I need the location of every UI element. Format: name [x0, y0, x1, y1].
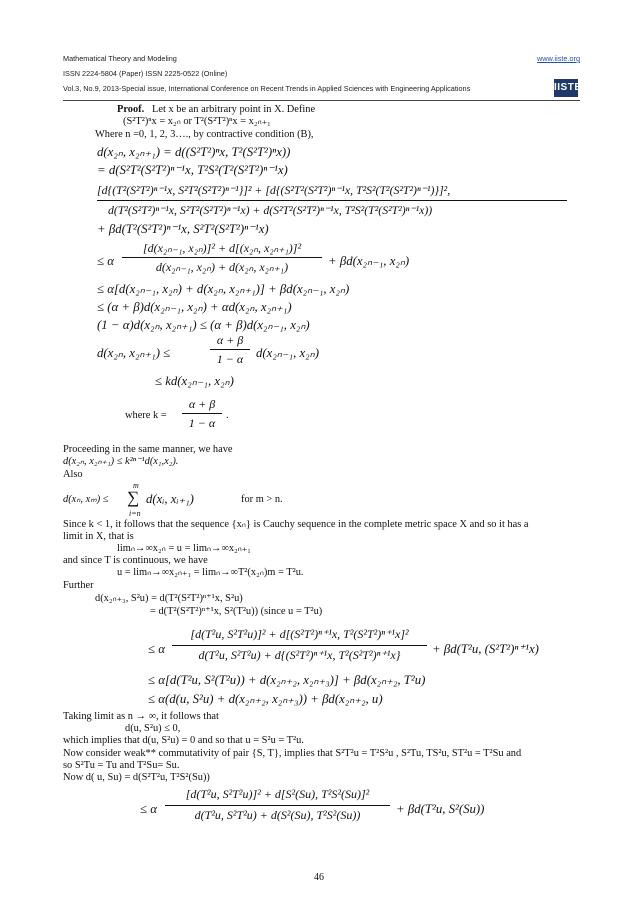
sum-condition: for m > n.: [241, 494, 283, 505]
equation-9-lead: d(x₂ₙ, x₂ₙ₊₁) ≤: [97, 346, 171, 360]
proof-intro: [117, 104, 315, 116]
g-denominator: d(T²u, S²T²u) + d(S²(Su), T²S²(Su)): [194, 808, 361, 822]
journal-title: Mathematical Theory and Modeling: [63, 54, 177, 63]
sum-upper-limit: m: [133, 481, 139, 490]
equation-8: (1 − α)d(x₂ₙ, x₂ₙ₊₁) ≤ (α + β)d(x₂ₙ₋₁, x₂ₙ): [97, 318, 310, 332]
since-t-text: and since T is continuous, we have: [63, 555, 208, 566]
g-lead: ≤ α: [140, 802, 157, 816]
sum-lower-limit: i=n: [129, 509, 141, 518]
equation-9-denominator: 1 − α: [216, 352, 244, 366]
also-text: Also: [63, 469, 83, 480]
equation-9-tail: d(x₂ₙ₋₁, x₂ₙ): [256, 346, 319, 360]
inequality-k-power: d(x₂ₙ, x₂ₙ₊₁) ≤ k²ⁿ⁻¹d(x₁,x₂).: [63, 456, 179, 467]
f2-line: ≤ α[d(T²u, S²(T²u)) + d(x₂ₙ₊₂, x₂ₙ₊₃)] + βd(x₂ₙ₊₂, T²u): [148, 673, 426, 687]
issn-line: ISSN 2224-5804 (Paper) ISSN 2225-0522 (Online): [63, 69, 228, 78]
g-tail: + βd(T²u, S²(Su)): [396, 802, 485, 816]
equation-5-lead: ≤ α: [97, 254, 114, 268]
journal-url-link[interactable]: www.iiste.org: [537, 54, 580, 63]
proceeding-text: Proceeding in the same manner, we have: [63, 444, 233, 455]
distance-line-1: d(x₂ₙ₊₃, S²u) = d(T²(S²T²)ⁿ⁺¹x, S²u): [95, 593, 243, 604]
equation-2: = d(S²T²(S²T²)ⁿ⁻¹x, T²S²(T²(S²T²)ⁿ⁻¹x): [97, 163, 288, 177]
further-text: Further: [63, 580, 94, 591]
limit-equation-2: u = limₙ→∞x₂ₙ₊₁ = limₙ→∞T²(x₂ₙ)m = T²u.: [117, 567, 304, 578]
limit-equation-1: limₙ→∞x₂ₙ = u = limₙ→∞x₂ₙ₊₁: [117, 543, 251, 554]
equation-6: ≤ α[d(x₂ₙ₋₁, x₂ₙ) + d(x₂ₙ, x₂ₙ₊₁)] + βd(x₂ₙ₋₁, x₂ₙ): [97, 282, 350, 296]
equation-5-numerator: [d(x₂ₙ₋₁, x₂ₙ)]² + d[(x₂ₙ, x₂ₙ₊₁)]²: [142, 241, 302, 255]
sequence-definition: (S²T²)ⁿx = x₂ₙ or T²(S²T²)ⁿx = x₂ₙ₊₁: [123, 116, 271, 127]
equation-10: ≤ kd(x₂ₙ₋₁, x₂ₙ): [155, 374, 234, 388]
equation-3-denominator: d(T²(S²T²)ⁿ⁻¹x, S²T²(S²T²)ⁿ⁻¹x) + d(S²T²(S²T²)ⁿ⁻¹x, T²S²(T²(S²T²)ⁿ⁻¹x)): [108, 203, 433, 217]
proof-text: Let x be an arbitrary point in X. Define: [152, 104, 316, 115]
f1-fraction-bar: [172, 645, 427, 646]
where-k-label: where k =: [125, 410, 167, 421]
f1-lead: ≤ α: [148, 642, 165, 656]
where-n-text: Where n =0, 1, 2, 3…., by contractive condition (B),: [95, 129, 314, 140]
f1-numerator: [d(T²u, S²T²u)]² + d[(S²T²)ⁿ⁺¹x, T²(S²T²)ⁿ⁺¹x]²: [190, 627, 409, 641]
equation-7: ≤ (α + β)d(x₂ₙ₋₁, x₂ₙ) + αd(x₂ₙ, x₂ₙ₊₁): [97, 300, 292, 314]
equation-4: + βd(T²(S²T²)ⁿ⁻¹x, S²T²(S²T²)ⁿ⁻¹x): [97, 222, 269, 236]
distance-line-2: = d(T²(S²T²)ⁿ⁺¹x, S²(T²u)) (since u = T²u): [150, 606, 323, 617]
page-number: 46: [314, 872, 324, 883]
g-fraction-bar: [165, 805, 390, 806]
now-d-text: Now d( u, Su) = d(S²T²u, T²S²(Su)): [63, 772, 210, 783]
f3-line: ≤ α(d(u, S²u) + d(x₂ₙ₊₂, x₂ₙ₊₃)) + βd(x₂ₙ₊₂, u): [148, 692, 383, 706]
implies-text: which implies that d(u, S²u) = 0 and so that u = S²u = T²u.: [63, 735, 304, 746]
equation-9-numerator: α + β: [216, 333, 244, 347]
f1-denominator: d(T²u, S²T²u) + d{(S²T²)ⁿ⁺¹x, T²(S²T²)ⁿ⁺¹x}: [198, 648, 401, 662]
equation-5-denominator: d(x₂ₙ₋₁, x₂ₙ) + d(x₂ₙ, x₂ₙ₊₁): [155, 260, 289, 274]
sum-symbol: ∑: [127, 488, 140, 507]
iiste-logo: IISTE: [554, 79, 578, 97]
equation-3-fraction-bar: [97, 200, 567, 201]
sum-lead: d(xₙ, xₘ) ≤: [63, 494, 109, 505]
sum-body: d(xᵢ, xᵢ₊₁): [146, 492, 194, 506]
k-end-period: .: [226, 410, 229, 421]
d-le-zero: d(u, S²u) ≤ 0,: [125, 723, 181, 734]
equation-5-fraction-bar: [122, 257, 322, 258]
volume-line: Vol.3, No.9, 2013-Special issue, International Conference on Recent Trends in Applied Sciences with Engineering Applications: [63, 84, 471, 93]
equation-1: d(x₂ₙ, x₂ₙ₊₁) = d((S²T²)ⁿx, T²(S²T²)ⁿx)): [97, 145, 291, 159]
equation-3-numerator: [d{(T²(S²T²)ⁿ⁻¹x, S²T²(S²T²)ⁿ⁻¹}]² + [d{(S²T²(S²T²)ⁿ⁻¹x, T²S²(T²(S²T²)ⁿ⁻¹)}]²,: [97, 183, 451, 197]
k-numerator: α + β: [188, 397, 216, 411]
equation-9-fraction-bar: [210, 349, 250, 350]
taking-limit-text: Taking limit as n → ∞, it follows that: [63, 711, 219, 722]
since-k-text: Since k < 1, it follows that the sequence {xₙ} is Cauchy sequence in the complete metric space X and so it has a: [63, 519, 529, 530]
k-fraction-bar: [182, 413, 222, 414]
k-denominator: 1 − α: [188, 416, 216, 430]
weak-commutativity-1: Now consider weak** commutativity of pair {S, T}, implies that S²T²u = T²S²u , S²Tu, TS²u, ST²u = T²Su and: [63, 748, 522, 759]
g-numerator: [d(T²u, S²T²u)]² + d[S²(Su), T²S²(Su)]²: [185, 787, 370, 801]
weak-commutativity-2: so S²Tu = Tu and T²Su= Su.: [63, 760, 180, 771]
proof-label: Proof.: [117, 104, 145, 115]
f1-tail: + βd(T²u, (S²T²)ⁿ⁺¹x): [432, 642, 539, 656]
limit-text: limit in X, that is: [63, 531, 134, 542]
header-divider: [63, 100, 580, 101]
equation-5-tail: + βd(x₂ₙ₋₁, x₂ₙ): [328, 254, 410, 268]
